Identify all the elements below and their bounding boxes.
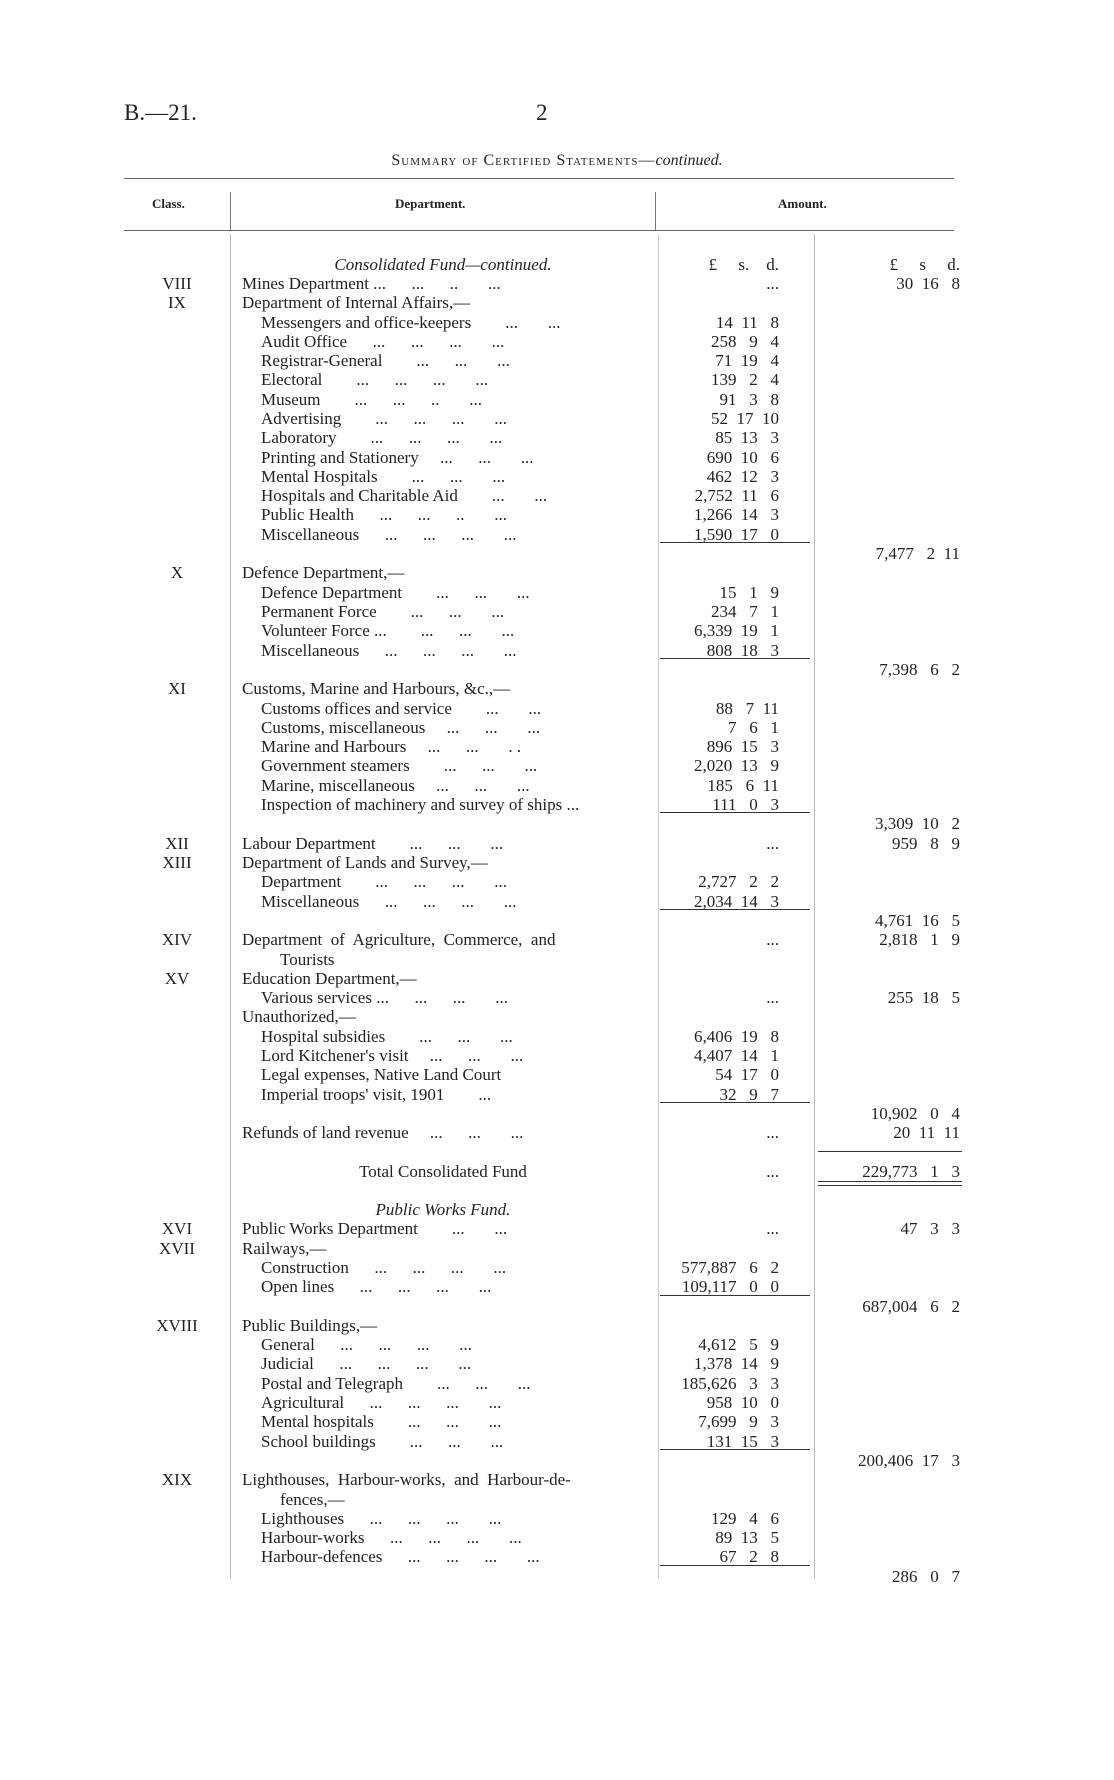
amount-cell: 20 11 11 — [893, 1123, 960, 1142]
subtotal-cell: 2,752 11 6 — [694, 486, 779, 505]
department-cell: General ... ... ... ... — [261, 1335, 473, 1354]
department-cell: Labour Department ... ... ... — [242, 834, 504, 853]
table-row — [0, 1277, 1114, 1296]
subtotal-rule — [660, 1295, 810, 1296]
header-bottom-rule — [124, 230, 954, 231]
department-cell: Department of Internal Affairs,— — [242, 293, 471, 312]
table-row — [0, 660, 1114, 679]
department-cell: Advertising ... ... ... ... — [261, 409, 508, 428]
subtotal-cell: 7 6 1 — [728, 718, 779, 737]
department-cell: Volunteer Force ... ... ... ... — [261, 621, 515, 640]
table-row — [0, 892, 1114, 911]
table-row — [0, 1451, 1114, 1470]
subtotal-cell: 54 17 0 — [715, 1065, 779, 1084]
class-cell: XVIII — [156, 1316, 198, 1335]
department-cell: Public Buildings,— — [242, 1316, 378, 1335]
subtotal-cell: 109,117 0 0 — [681, 1277, 779, 1296]
subtotal-cell: 690 10 6 — [706, 448, 779, 467]
amount-cell: 255 18 5 — [887, 988, 960, 1007]
department-cell: Registrar-General ... ... ... — [261, 351, 510, 370]
table-row — [0, 641, 1114, 660]
table-row — [0, 448, 1114, 467]
table-row — [0, 1027, 1114, 1046]
table-row — [0, 911, 1114, 930]
amount-cell: 47 3 3 — [900, 1219, 960, 1238]
subtotal-cell: 139 2 4 — [711, 370, 779, 389]
department-cell: Legal expenses, Native Land Court — [261, 1065, 502, 1084]
amount-cell: 286 0 7 — [892, 1567, 960, 1586]
department-cell: Public Health ... ... .. ... — [261, 505, 508, 524]
subtotal-cell: 4,407 14 1 — [694, 1046, 779, 1065]
department-cell: Judicial ... ... ... ... — [261, 1354, 472, 1373]
subtotal-cell: 32 9 7 — [719, 1085, 779, 1104]
table-row — [0, 1104, 1114, 1123]
table-row — [0, 1412, 1114, 1431]
department-cell: Laboratory ... ... ... ... — [261, 428, 503, 447]
table-row — [0, 1046, 1114, 1065]
table-row — [0, 583, 1114, 602]
table-row — [0, 1239, 1114, 1258]
department-cell: Mines Department ... ... .. ... — [242, 274, 501, 293]
department-cell: Mental Hospitals ... ... ... — [261, 467, 506, 486]
department-cell: Various services ... ... ... ... — [261, 988, 508, 1007]
department-cell: Imperial troops' visit, 1901 ... — [261, 1085, 492, 1104]
table-row — [0, 274, 1114, 293]
subtotal-cell: 1,266 14 3 — [694, 505, 779, 524]
subtotal-cell: 2,034 14 3 — [694, 892, 779, 911]
table-row — [0, 1219, 1114, 1238]
page-number: 2 — [536, 100, 548, 125]
table-row — [0, 1354, 1114, 1373]
department-cell: Lighthouses, Harbour-works, and Harbour-de- — [242, 1470, 571, 1489]
department-cell: Agricultural ... ... ... ... — [261, 1393, 502, 1412]
department-cell: Department ... ... ... ... — [261, 872, 507, 891]
header-divider-class — [230, 192, 231, 230]
department-cell: Consolidated Fund—continued. — [334, 255, 552, 274]
page-title — [0, 152, 1114, 170]
amount-cell: 959 8 9 — [892, 834, 960, 853]
subtotal-cell: 88 7 11 — [715, 699, 779, 718]
table-row — [0, 602, 1114, 621]
table-row — [0, 1470, 1114, 1489]
table-row — [0, 853, 1114, 872]
department-cell: Customs offices and service ... ... — [261, 699, 542, 718]
table-row — [0, 390, 1114, 409]
department-cell: School buildings ... ... ... — [261, 1432, 504, 1451]
subtotal-cell: ... — [766, 1123, 779, 1142]
department-cell: Inspection of machinery and survey of ships ... — [261, 795, 580, 814]
department-cell: Open lines ... ... ... ... — [261, 1277, 492, 1296]
subtotal-cell: 52 17 10 — [711, 409, 779, 428]
amount-cell: 4,761 16 5 — [875, 911, 960, 930]
table-row — [0, 621, 1114, 640]
class-cell: XII — [165, 834, 189, 853]
amount-cell: 687,004 6 2 — [862, 1297, 960, 1316]
amount-cell: 30 16 8 — [896, 274, 960, 293]
department-cell: Permanent Force ... ... ... — [261, 602, 505, 621]
table-row — [0, 313, 1114, 332]
table-row — [0, 1509, 1114, 1528]
table-row — [0, 1007, 1114, 1026]
page-title-main: Summary of Certified Statements— — [391, 152, 656, 169]
subtotal-rule — [660, 1102, 810, 1103]
table-row — [0, 988, 1114, 1007]
subtotal-cell: ... — [766, 1162, 779, 1181]
department-cell: Hospital subsidies ... ... ... — [261, 1027, 513, 1046]
subtotal-cell: 15 1 9 — [719, 583, 779, 602]
subtotal-cell: 14 11 8 — [715, 313, 779, 332]
subtotal-cell: £ s. d. — [708, 255, 779, 274]
table-row — [0, 1316, 1114, 1335]
department-cell: Museum ... ... .. ... — [261, 390, 482, 409]
department-cell: Postal and Telegraph ... ... ... — [261, 1374, 531, 1393]
department-cell: Railways,— — [242, 1239, 327, 1258]
department-cell: Miscellaneous ... ... ... ... — [261, 525, 517, 544]
table-row — [0, 1162, 1114, 1181]
table-row — [0, 467, 1114, 486]
table-row — [0, 255, 1114, 274]
subtotal-cell: 111 0 3 — [712, 795, 779, 814]
subtotal-cell: 85 13 3 — [715, 428, 779, 447]
table-row — [0, 351, 1114, 370]
amount-cell: 7,477 2 11 — [875, 544, 960, 563]
total-rule — [818, 1151, 962, 1152]
class-cell: XVI — [161, 1219, 193, 1238]
department-cell: Customs, miscellaneous ... ... ... — [261, 718, 541, 737]
column-header-amount: Amount. — [778, 196, 827, 211]
table-row — [0, 795, 1114, 814]
class-cell: XIX — [161, 1470, 193, 1489]
subtotal-rule — [660, 658, 810, 659]
department-cell: Audit Office ... ... ... ... — [261, 332, 505, 351]
table-row — [0, 332, 1114, 351]
department-cell: Public Works Fund. — [375, 1200, 511, 1219]
subtotal-cell: 2,020 13 9 — [694, 756, 779, 775]
document-reference: B.—21. — [124, 100, 197, 125]
table-row — [0, 428, 1114, 447]
table-row — [0, 1490, 1114, 1509]
table-row — [0, 776, 1114, 795]
subtotal-rule — [660, 909, 810, 910]
table-row — [0, 1085, 1114, 1104]
department-cell: Customs, Marine and Harbours, &c.,— — [242, 679, 511, 698]
class-cell: VIII — [162, 274, 192, 293]
department-cell: Construction ... ... ... ... — [261, 1258, 507, 1277]
class-cell: XIII — [162, 853, 192, 872]
table-row — [0, 525, 1114, 544]
table-row — [0, 1567, 1114, 1586]
amount-cell: 10,902 0 4 — [870, 1104, 960, 1123]
department-cell: Department of Lands and Survey,— — [242, 853, 488, 872]
subtotal-cell: 91 3 8 — [719, 390, 779, 409]
table-row — [0, 1065, 1114, 1084]
subtotal-cell: 462 12 3 — [706, 467, 779, 486]
table-row — [0, 563, 1114, 582]
column-header-department: Department. — [395, 196, 466, 211]
page-title-continued: continued. — [655, 152, 723, 169]
table-row — [0, 486, 1114, 505]
department-cell: Harbour-defences ... ... ... ... — [261, 1547, 540, 1566]
table-row — [0, 1200, 1114, 1219]
subtotal-cell: 185,626 3 3 — [681, 1374, 779, 1393]
subtotal-cell: 7,699 9 3 — [698, 1412, 779, 1431]
table-row — [0, 370, 1114, 389]
department-cell: Marine and Harbours ... ... . . — [261, 737, 522, 756]
department-cell: Marine, miscellaneous ... ... ... — [261, 776, 530, 795]
subtotal-rule — [660, 542, 810, 543]
department-cell: Department of Agriculture, Commerce, and — [242, 930, 556, 949]
subtotal-cell: 258 9 4 — [711, 332, 779, 351]
table-row — [0, 679, 1114, 698]
table-row — [0, 872, 1114, 891]
class-cell: X — [170, 563, 184, 582]
subtotal-cell: 131 15 3 — [706, 1432, 779, 1451]
header-divider-department — [655, 192, 656, 230]
table-row — [0, 950, 1114, 969]
table-row — [0, 1297, 1114, 1316]
table-row — [0, 737, 1114, 756]
total-rule — [818, 1185, 962, 1186]
subtotal-rule — [660, 812, 810, 813]
table-top-rule — [124, 178, 954, 179]
department-cell: Mental hospitals ... ... ... — [261, 1412, 502, 1431]
subtotal-cell: 958 10 0 — [706, 1393, 779, 1412]
amount-cell: 7,398 6 2 — [879, 660, 960, 679]
department-cell: Harbour-works ... ... ... ... — [261, 1528, 522, 1547]
department-cell: Government steamers ... ... ... — [261, 756, 538, 775]
subtotal-cell: ... — [766, 834, 779, 853]
table-row — [0, 1123, 1114, 1142]
department-cell: fences,— — [280, 1490, 345, 1509]
subtotal-cell: 6,339 19 1 — [694, 621, 779, 640]
table-row — [0, 699, 1114, 718]
subtotal-cell: 896 15 3 — [706, 737, 779, 756]
table-row — [0, 756, 1114, 775]
subtotal-rule — [660, 1449, 810, 1450]
table-row — [0, 718, 1114, 737]
class-cell: IX — [168, 293, 186, 312]
table-row — [0, 1393, 1114, 1412]
department-cell: Lighthouses ... ... ... ... — [261, 1509, 502, 1528]
department-cell: Defence Department ... ... ... — [261, 583, 530, 602]
table-row — [0, 1374, 1114, 1393]
table-row — [0, 1258, 1114, 1277]
subtotal-cell: 71 19 4 — [715, 351, 779, 370]
department-cell: Unauthorized,— — [242, 1007, 356, 1026]
class-cell: XVII — [159, 1239, 195, 1258]
table-row — [0, 930, 1114, 949]
department-cell: Public Works Department ... ... — [242, 1219, 508, 1238]
table-row — [0, 544, 1114, 563]
table-row — [0, 293, 1114, 312]
department-cell: Total Consolidated Fund — [359, 1162, 527, 1181]
table-row — [0, 814, 1114, 833]
subtotal-cell: 129 4 6 — [711, 1509, 779, 1528]
subtotal-cell: 808 18 3 — [706, 641, 779, 660]
table-row — [0, 505, 1114, 524]
class-cell: XI — [168, 679, 186, 698]
department-cell: Messengers and office-keepers ... ... — [261, 313, 561, 332]
subtotal-cell: 67 2 8 — [719, 1547, 779, 1566]
subtotal-cell: 4,612 5 9 — [698, 1335, 779, 1354]
table-row — [0, 969, 1114, 988]
table-row — [0, 1432, 1114, 1451]
department-cell: Refunds of land revenue ... ... ... — [242, 1123, 524, 1142]
subtotal-cell: 89 13 5 — [715, 1528, 779, 1547]
table-row — [0, 1547, 1114, 1566]
table-row — [0, 409, 1114, 428]
department-cell: Tourists — [280, 950, 335, 969]
amount-cell: 229,773 1 3 — [862, 1162, 960, 1181]
subtotal-cell: ... — [766, 988, 779, 1007]
subtotal-cell: 234 7 1 — [711, 602, 779, 621]
subtotal-cell: 2,727 2 2 — [698, 872, 779, 891]
department-cell: Miscellaneous ... ... ... ... — [261, 892, 517, 911]
amount-cell: 2,818 1 9 — [879, 930, 960, 949]
subtotal-rule — [660, 1565, 810, 1566]
subtotal-cell: 6,406 19 8 — [694, 1027, 779, 1046]
class-cell: XIV — [161, 930, 193, 949]
table-row — [0, 1335, 1114, 1354]
amount-cell: £ s d. — [889, 255, 960, 274]
department-cell: Printing and Stationery ... ... ... — [261, 448, 534, 467]
subtotal-cell: 185 6 11 — [707, 776, 779, 795]
amount-cell: 200,406 17 3 — [858, 1451, 960, 1470]
department-cell: Lord Kitchener's visit ... ... ... — [261, 1046, 524, 1065]
department-cell: Miscellaneous ... ... ... ... — [261, 641, 517, 660]
subtotal-cell: ... — [766, 930, 779, 949]
column-header-class: Class. — [152, 196, 185, 211]
subtotal-cell: 577,887 6 2 — [681, 1258, 779, 1277]
table-row — [0, 1528, 1114, 1547]
class-cell: XV — [164, 969, 190, 988]
table-row — [0, 834, 1114, 853]
department-cell: Defence Department,— — [242, 563, 405, 582]
amount-cell: 3,309 10 2 — [875, 814, 960, 833]
department-cell: Hospitals and Charitable Aid ... ... — [261, 486, 548, 505]
subtotal-cell: 1,378 14 9 — [694, 1354, 779, 1373]
department-cell: Education Department,— — [242, 969, 417, 988]
subtotal-cell: 1,590 17 0 — [694, 525, 779, 544]
total-rule — [818, 1181, 962, 1182]
department-cell: Electoral ... ... ... ... — [261, 370, 489, 389]
subtotal-cell: ... — [766, 1219, 779, 1238]
subtotal-cell: ... — [766, 274, 779, 293]
